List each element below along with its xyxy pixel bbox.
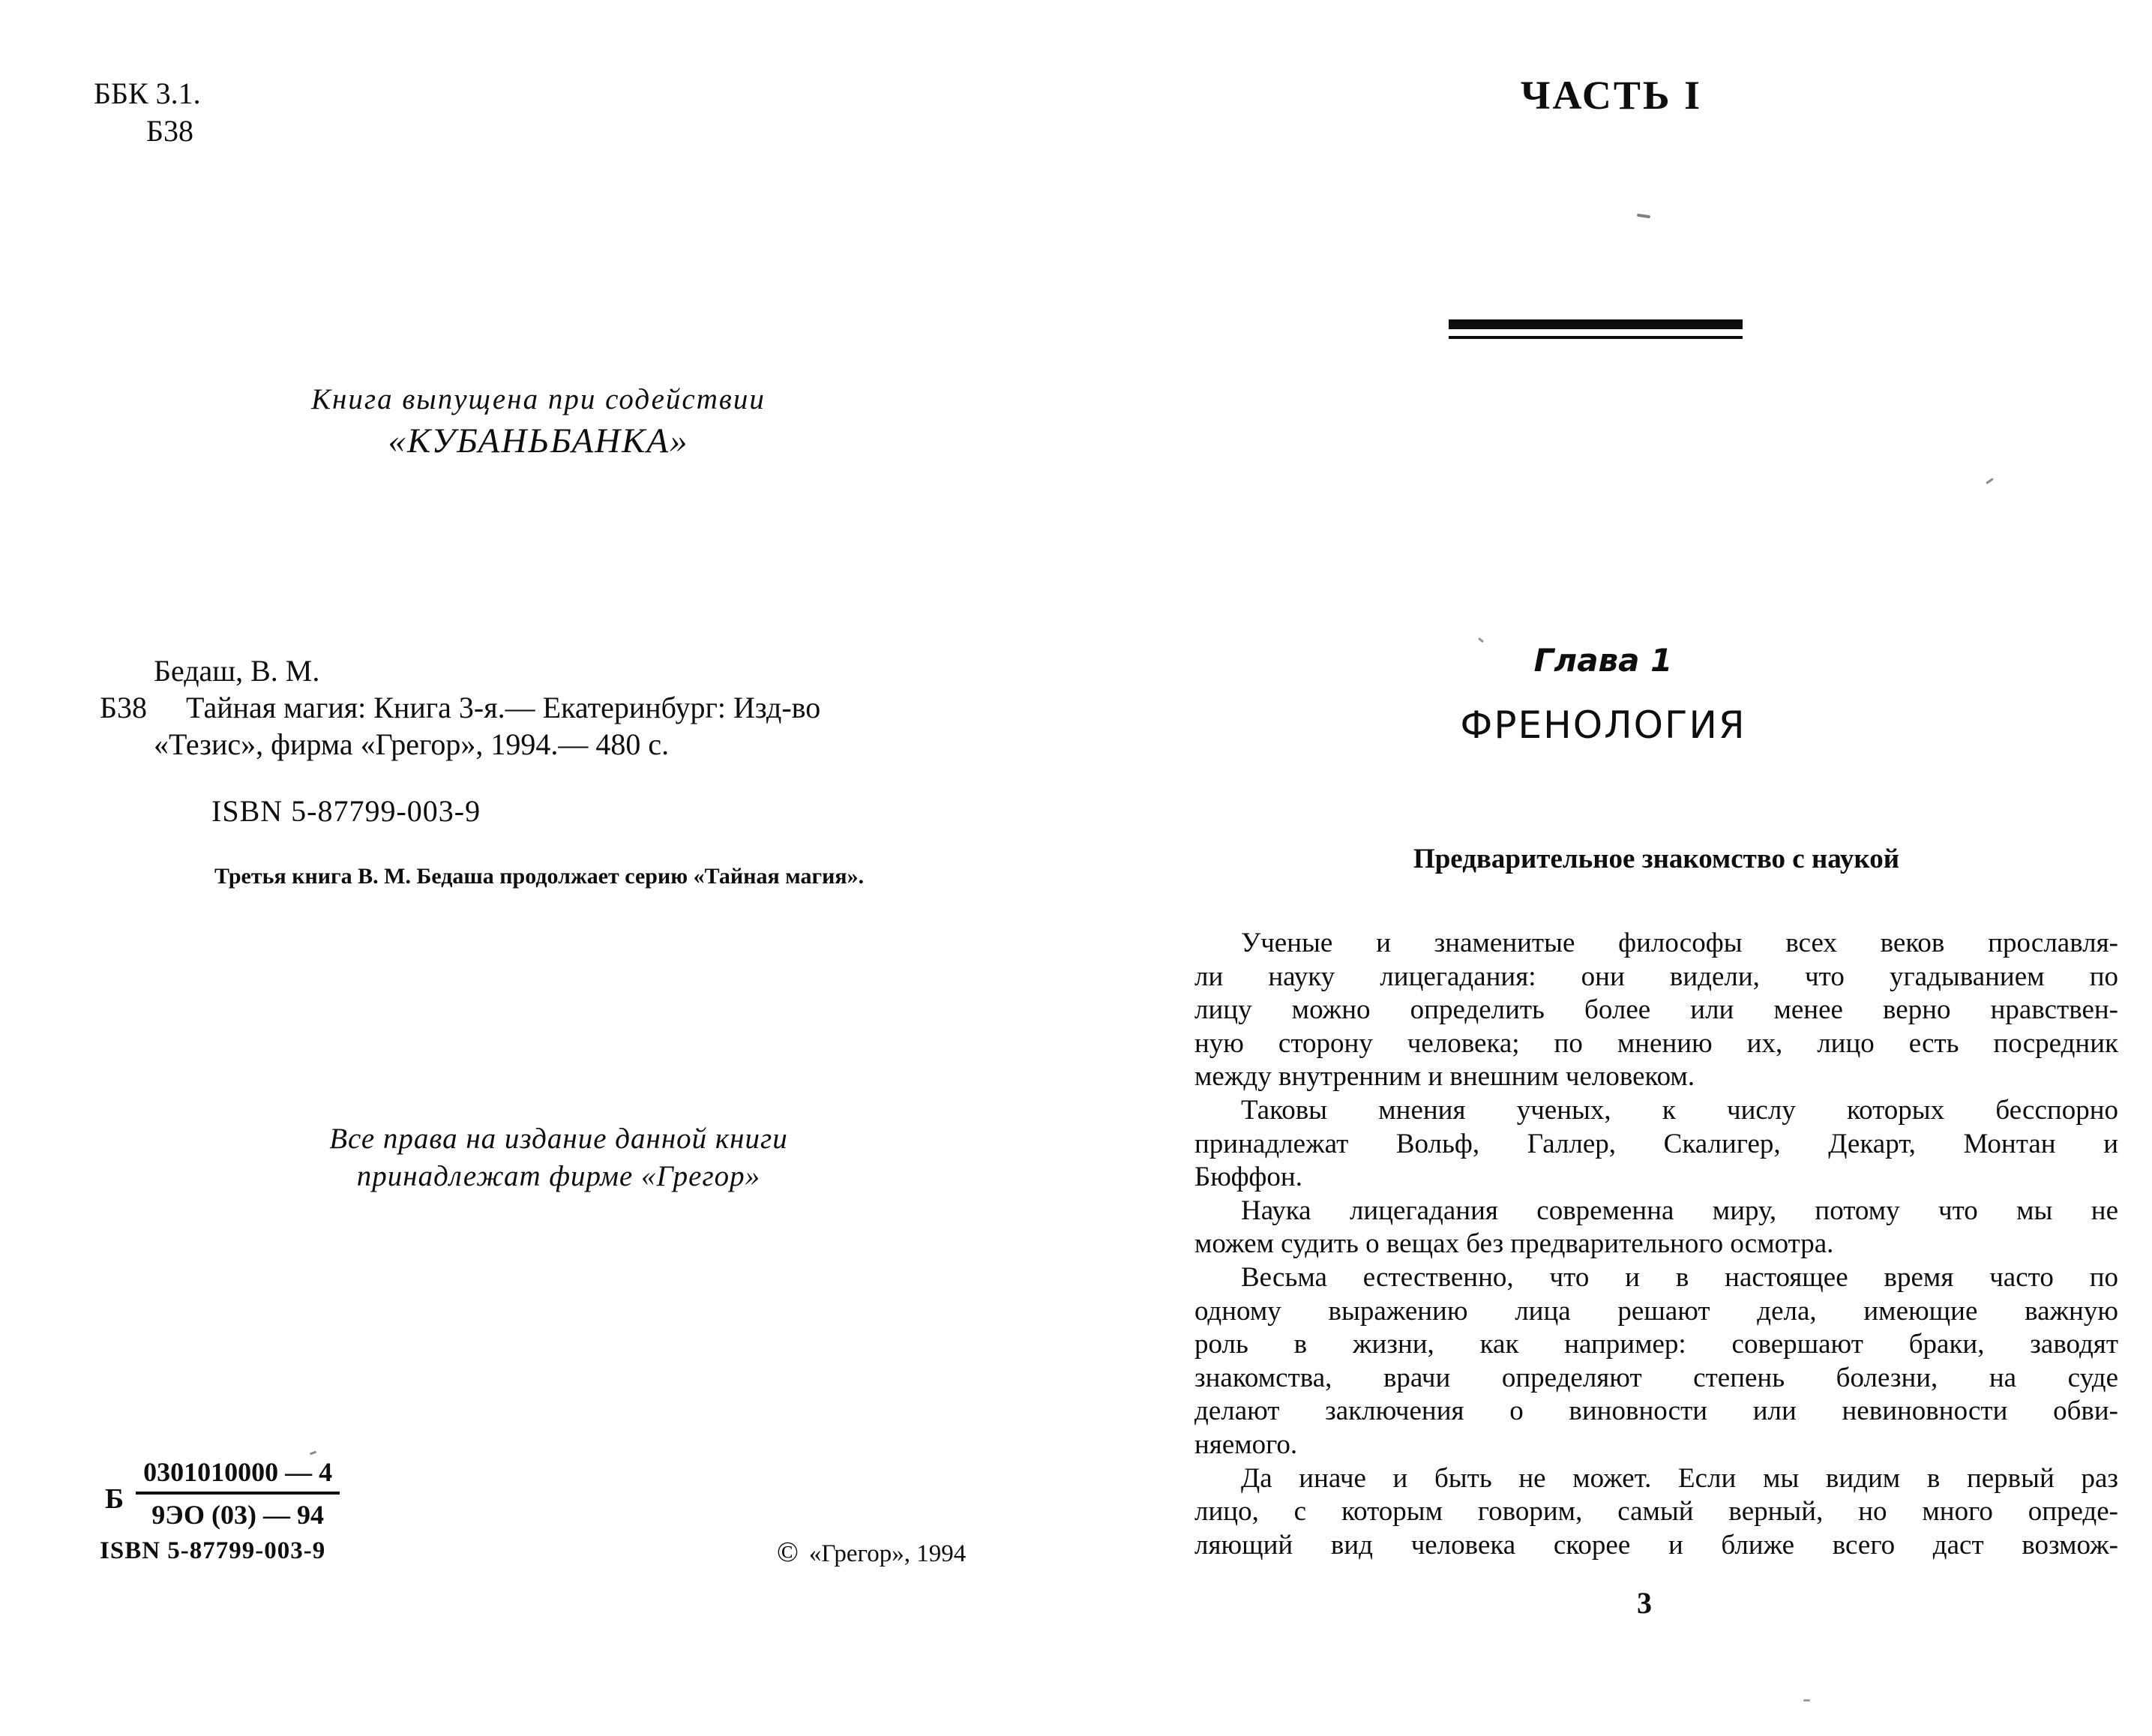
chapter-title: ФРЕНОЛОГИЯ [1460,703,1746,747]
sponsor-line-2: «КУБАНЬБАНКА» [388,421,689,460]
part-title: ЧАСТЬ I [1520,73,1703,118]
catalog-numerator: 0301010000 — 4 [136,1456,340,1495]
paragraph [1194,1462,2118,1563]
chapter-label: Глава 1 [1533,642,1673,679]
page-number: 3 [1637,1586,1652,1620]
section-divider-rule [1449,319,1743,339]
body-line: между внутренним и внешним человеком. [1194,1061,1695,1093]
catalog-index-block [105,1456,340,1531]
isbn-bottom: ISBN 5-87799-003-9 [100,1537,326,1564]
body-line: ли науку лицегадания: они видели, что угадыванием по [1194,961,2118,992]
bibliography-index: Б38 [100,691,147,724]
sponsor-line-1: Книга выпущена при содействии [311,383,766,415]
isbn-top: ISBN 5-87799-003-9 [211,794,481,828]
body-line: Ученые и знаменитые философы всех веков прославля- [1241,928,2118,958]
catalog-prefix: Б [105,1483,124,1515]
paragraph [1194,1195,2118,1261]
paragraph [1194,927,2118,1094]
body-line: Весьма естественно, что и в настоящее время часто по [1241,1261,2118,1293]
bibliography-author: Бедаш, В. М. [154,654,320,688]
rights-statement [247,1120,870,1195]
divider-thin-line [1449,336,1743,339]
divider-thick-line [1449,319,1743,329]
body-line: Таковы мнения ученых, к числу которых бесспорно [1241,1094,2118,1126]
scan-artifact [310,1451,316,1456]
paragraph [1194,1094,2118,1195]
body-text [1194,927,2118,1562]
body-line: Наука лицегадания современна миру, потому что мы не [1241,1195,2118,1226]
bibliography-index-row [100,689,1045,763]
bibliographic-entry [100,652,1045,763]
copyright-text: «Грегор», 1994 [808,1540,967,1567]
bbk-code: ББК 3.1. [94,76,201,110]
bibliography-line-2: «Тезис», фирма «Грегор», 1994.— 480 с. [154,727,670,761]
body-line: принадлежат Вольф, Галлер, Скалигер, Декарт, Монтан и [1194,1128,2118,1159]
paragraph [1194,1261,2118,1462]
bbk-classification-block [94,75,201,150]
body-line: можем судить о вещах без предварительного осмотра. [1194,1228,1834,1260]
copyright-line [777,1536,966,1569]
body-line: делают заключения о виновности или невиновности обви- [1194,1396,2118,1427]
body-line: ляющий вид человека скорее и ближе всего даст возмож- [1194,1529,2118,1561]
scan-artifact [1637,214,1650,218]
body-line: Да иначе и быть не может. Если мы видим в первый раз [1241,1462,2118,1494]
scan-artifact [1986,478,1994,484]
rights-line-1: Все права на издание данной книги [329,1123,788,1155]
body-line: одному выражению лица решают дела, имеющие важную [1194,1295,2118,1327]
body-line: Бюффон. [1194,1162,1302,1193]
body-line: лицо, с которым говорим, самый верный, но много опреде- [1194,1496,2118,1528]
body-line: няемого. [1194,1429,1298,1460]
sponsor-note [238,382,838,461]
bibliography-line-1: Тайная магия: Книга 3-я.— Екатеринбург: Изд-во [186,691,821,724]
body-line: ную сторону человека; по мнению их, лицо есть посредник [1194,1027,2118,1059]
body-line: лицу можно определить более или менее верно нравствен- [1194,994,2118,1026]
series-note: Третья книга В. М. Бедаша продолжает серию «Тайная магия». [214,864,865,889]
catalog-fraction [136,1456,340,1531]
section-heading: Предварительное знакомство с наукой [1413,844,1900,874]
bbk-author-sign: Б38 [146,114,193,148]
copyright-icon: © [777,1537,799,1568]
body-line: знакомства, врачи определяют степень болезни, на суде [1194,1362,2118,1393]
body-line: роль в жизни, как например: совершают браки, заводят [1194,1329,2118,1360]
rights-line-2: принадлежат фирме «Грегор» [356,1160,761,1192]
scan-artifact [1803,1699,1810,1702]
catalog-denominator: 9ЭО (03) — 94 [151,1500,325,1530]
